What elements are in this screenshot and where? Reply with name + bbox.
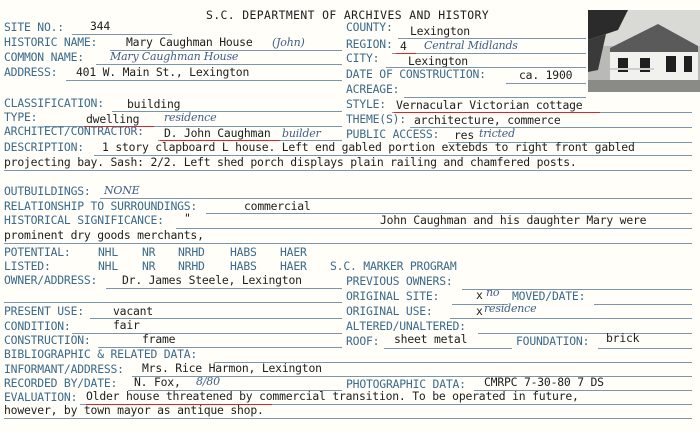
potential-option-nhl: NHL [98,245,118,259]
original-use-value: x [476,304,483,318]
card-header: S.C. DEPARTMENT OF ARCHIVES AND HISTORY [206,8,490,22]
public-access-label: PUBLIC ACCESS: [346,127,440,141]
potential-option-nr: NR [142,245,156,259]
outbuildings-value: NONE [104,184,140,197]
evaluation-line1: Older house threatened by commercial transition. To be operated in future, [86,389,579,403]
region-label: REGION: [346,37,393,51]
informant-label: INFORMANT/ADDRESS: [4,362,124,376]
themes-label: THEME(S): [346,112,406,126]
previous-owners-label: PREVIOUS OWNERS: [346,274,453,288]
recorded-by-annotation: 8/80 [196,375,220,388]
historical-significance-rule1 [176,228,692,229]
date-of-construction-value: ca. 1900 [519,68,573,82]
construction-label: CONSTRUCTION: [4,333,91,347]
county-value: Lexington [410,24,470,38]
potential-option-habs: HABS [230,245,257,259]
site-no-label: SITE NO.: [4,20,64,34]
region-value: 4 [400,39,407,53]
classification-label: CLASSIFICATION: [4,96,104,110]
original-site-value: x [476,288,483,302]
city-label: CITY: [346,51,380,65]
historical-significance-line2: prominent dry goods merchants, [4,228,204,242]
roof-value: sheet metal [394,332,468,346]
construction-value: frame [142,332,176,346]
moved-date-label: MOVED/DATE: [512,289,586,303]
common-name-label: COMMON NAME: [4,50,84,64]
listed-option-habs: HABS [230,259,257,273]
recorded-by-label: RECORDED BY/DATE: [4,376,118,390]
owner-label: OWNER/ADDRESS: [4,273,98,287]
relationship-value: commercial [244,199,311,213]
acreage-label: ACREAGE: [346,82,400,96]
type-annotation: residence [164,111,217,124]
foundation-rule [598,348,692,349]
owner-rule [106,288,342,289]
moved-date-rule [594,304,692,305]
listed-label: LISTED: [4,259,51,273]
condition-rule [72,333,342,334]
original-site-annotation: no [486,286,500,299]
common-name-value: Mary Caughman House [110,50,239,63]
owner-value: Dr. James Steele, Lexington [122,273,302,287]
county-label: COUNTY: [346,20,393,34]
historical-significance-line1: John Caughman and his daughter Mary were [380,213,647,227]
address-rule [66,80,342,81]
bibliographic-label: BIBLIOGRAPHIC & RELATED DATA: [4,347,198,361]
historic-name-value: Mary Caughman House [126,35,253,49]
address-label: ADDRESS: [4,65,58,79]
listed-option-nr: NR [142,259,156,273]
altered-label: ALTERED/UNALTERED: [346,319,466,333]
historical-significance-mark: " [184,211,191,225]
foundation-value: brick [606,331,640,345]
themes-rule [410,127,692,128]
architect-label: ARCHITECT/CONTRACTOR: [4,124,144,138]
original-site-label: ORIGINAL SITE: [346,289,440,303]
classification-rule [112,111,342,112]
outbuildings-label: OUTBUILDINGS: [4,184,91,198]
description-label: DESCRIPTION: [4,140,84,154]
condition-value: fair [113,318,140,332]
original-use-rule [450,318,692,319]
region-annotation: Central Midlands [424,39,518,52]
date-of-construction-label: DATE OF CONSTRUCTION: [346,67,486,81]
public-access-annotation: tricted [479,127,515,140]
house-photo [588,10,700,92]
recorded-by-value: N. Fox, [134,375,181,389]
evaluation-rule2 [4,418,692,419]
photographic-data-label: PHOTOGRAPHIC DATA: [346,377,466,391]
house-photo-image [588,10,700,92]
address-value: 401 W. Main St., Lexington [76,65,250,79]
present-use-label: PRESENT USE: [4,304,84,318]
evaluation-line2: however, by town mayor as antique shop. [4,403,264,417]
style-value: Vernacular Victorian cottage [396,98,583,112]
foundation-label: FOUNDATION: [516,334,590,348]
potential-option-nrhd: NRHD [178,245,205,259]
roof-rule [384,348,512,349]
historic-name-label: HISTORIC NAME: [4,35,98,49]
informant-value: Mrs. Rice Harmon, Lexington [142,361,322,375]
condition-label: CONDITION: [4,319,71,333]
potential-option-haer: HAER [280,245,307,259]
city-value: Lexington [408,54,468,68]
architect-value: D. John Caughman [164,126,271,140]
description-line1: 1 story clapboard L house. Left end gabled portion extebds to right front gabled [102,140,635,154]
architect-annotation: builder [282,127,321,140]
present-use-value: vacant [113,304,153,318]
date-of-construction-rule [506,83,586,84]
historical-significance-rule2 [4,243,692,244]
type-label: TYPE: [4,110,38,124]
themes-value: architecture, commerce [414,113,561,127]
relationship-label: RELATIONSHIP TO SURROUNDINGS: [4,199,198,213]
historical-significance-label: HISTORICAL SIGNIFICANCE: [4,213,164,227]
previous-owners-rule2 [4,302,342,303]
type-value: dwelling [86,112,140,126]
description-line2: projecting bay. Sash: 2/2. Left shed porch displays plain railing and chamfered posts. [4,155,577,169]
potential-label: POTENTIAL: [4,245,71,259]
listed-option-nhl: NHL [98,259,118,273]
classification-value: building [127,97,181,111]
description-rule2 [4,170,692,171]
listed-option-haer: HAER [280,259,307,273]
historic-name-annotation: (John) [272,36,305,49]
original-use-annotation: residence [484,302,537,315]
original-use-label: ORIGINAL USE: [346,304,433,318]
site-no-value: 344 [90,19,110,33]
evaluation-label: EVALUATION: [4,390,78,404]
marker-program-label: S.C. MARKER PROGRAM [330,259,457,273]
photographic-data-value: CMRPC 7-30-80 7 DS [484,375,604,389]
public-access-value: res [454,128,474,142]
listed-option-nrhd: NRHD [178,259,205,273]
roof-label: ROOF: [346,334,380,348]
style-label: STYLE: [346,97,386,111]
